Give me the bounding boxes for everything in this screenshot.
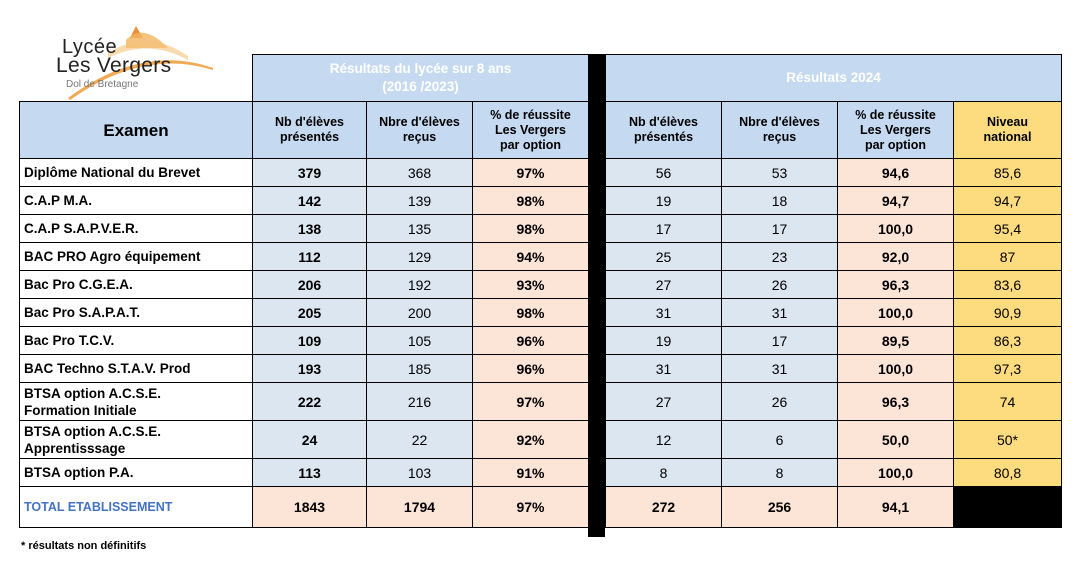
pct-reussite-8ans: 98%: [473, 187, 589, 215]
exam-label-line: BAC PRO Agro équipement: [24, 249, 201, 264]
exam-label-line: BTSA option A.C.S.E.: [24, 385, 161, 401]
table-row: [20, 215, 589, 243]
nb-presentes-8ans: 109: [253, 327, 367, 355]
pct-reussite-8ans: 98%: [473, 299, 589, 327]
table-row: [606, 215, 1062, 243]
nb-presentes-8ans: 206: [253, 271, 367, 299]
pct-reussite-8ans: 98%: [473, 215, 589, 243]
table-row: [20, 243, 589, 271]
nb-recus-2024: 8: [722, 459, 838, 487]
table-row: [606, 271, 1062, 299]
pct-reussite-8ans: 97%: [473, 159, 589, 187]
nb-recus-2024: 26: [722, 271, 838, 299]
table-row: [606, 383, 1062, 421]
niveau-national: 94,7: [954, 187, 1062, 215]
table-row: [20, 355, 589, 383]
header-text: Nbre d'élèves: [379, 115, 460, 129]
table-row: [606, 187, 1062, 215]
exam-label-line: Bac Pro T.C.V.: [24, 333, 115, 348]
header-text: Nb d'élèves: [629, 115, 698, 129]
nb-recus-8ans: 129: [367, 243, 473, 271]
header-pct-reussite-2024: [838, 102, 954, 159]
nb-recus-2024: 18: [722, 187, 838, 215]
exam-label-line: Bac Pro C.G.E.A.: [24, 277, 133, 292]
exam-name: [20, 355, 253, 383]
nb-recus-8ans: 139: [367, 187, 473, 215]
total-nb-presentes-8ans: 1843: [253, 487, 367, 528]
pct-reussite-2024: 89,5: [838, 327, 954, 355]
table-separator: [588, 54, 605, 537]
niveau-national: 83,6: [954, 271, 1062, 299]
niveau-national: 50*: [954, 421, 1062, 459]
nb-recus-2024: 31: [722, 299, 838, 327]
niveau-national: 90,9: [954, 299, 1062, 327]
logo-line-2: Les Vergers: [56, 54, 172, 77]
total-row: [606, 487, 1062, 528]
total-nb-recus-2024: 256: [722, 487, 838, 528]
table-row: [606, 459, 1062, 487]
nb-recus-8ans: 103: [367, 459, 473, 487]
table-row: [20, 383, 589, 421]
pct-reussite-8ans: 94%: [473, 243, 589, 271]
exam-label-line: C.A.P M.A.: [24, 193, 93, 208]
header-text: Nb d'élèves: [275, 115, 344, 129]
nb-presentes-2024: 19: [606, 327, 722, 355]
exam-label-line: BTSA option A.C.S.E.: [24, 423, 161, 439]
header-text: reçus: [402, 130, 437, 144]
table-row: [20, 271, 589, 299]
nb-presentes-8ans: 24: [253, 421, 367, 459]
pct-reussite-2024: 100,0: [838, 299, 954, 327]
nb-presentes-8ans: 379: [253, 159, 367, 187]
nb-recus-8ans: 192: [367, 271, 473, 299]
exam-label-line: Formation Initiale: [24, 402, 137, 418]
total-row: [20, 487, 589, 528]
pct-reussite-2024: 100,0: [838, 355, 954, 383]
pct-reussite-8ans: 96%: [473, 327, 589, 355]
nb-recus-8ans: 22: [367, 421, 473, 459]
header-text: national: [983, 130, 1032, 144]
header-text: Nbre d'élèves: [739, 115, 820, 129]
pct-reussite-2024: 94,6: [838, 159, 954, 187]
nb-presentes-8ans: 142: [253, 187, 367, 215]
exam-label-line: BAC Techno S.T.A.V. Prod: [24, 361, 191, 376]
header-text: par option: [499, 137, 562, 152]
nb-presentes-2024: 17: [606, 215, 722, 243]
exam-name: [20, 299, 253, 327]
pct-reussite-8ans: 92%: [473, 421, 589, 459]
nb-presentes-2024: 27: [606, 271, 722, 299]
exam-name: [20, 215, 253, 243]
nb-presentes-8ans: 113: [253, 459, 367, 487]
exam-label-line: BTSA option P.A.: [24, 465, 134, 480]
header-text: reçus: [762, 130, 797, 144]
nb-recus-2024: 17: [722, 215, 838, 243]
left-title-line-1: Résultats du lycée sur 8 ans: [329, 61, 512, 76]
nb-presentes-2024: 56: [606, 159, 722, 187]
total-nb-recus-8ans: 1794: [367, 487, 473, 528]
pct-reussite-8ans: 97%: [473, 383, 589, 421]
pct-reussite-2024: 96,3: [838, 271, 954, 299]
pct-reussite-2024: 92,0: [838, 243, 954, 271]
nb-presentes-2024: 19: [606, 187, 722, 215]
pct-reussite-2024: 100,0: [838, 215, 954, 243]
header-nb-recus-8ans: [367, 102, 473, 159]
right-title: Résultats 2024: [606, 55, 1062, 102]
left-title-line-2: (2016 /2023): [382, 79, 459, 94]
nb-recus-2024: 53: [722, 159, 838, 187]
nb-recus-2024: 6: [722, 421, 838, 459]
table-row: [606, 355, 1062, 383]
exam-name: [20, 271, 253, 299]
blank-corner: [20, 55, 253, 102]
logo-line-3: Dol de Bretagne: [66, 79, 139, 90]
table-row: [606, 421, 1062, 459]
pct-reussite-8ans: 96%: [473, 355, 589, 383]
header-text: Les Vergers: [495, 122, 566, 137]
niveau-national: 80,8: [954, 459, 1062, 487]
exam-name: [20, 459, 253, 487]
header-niveau-national: [954, 102, 1062, 159]
exam-name: [20, 159, 253, 187]
nb-recus-8ans: 135: [367, 215, 473, 243]
footnote: * résultats non définitifs: [21, 540, 147, 552]
nb-recus-2024: 31: [722, 355, 838, 383]
table-row: [606, 159, 1062, 187]
header-text: Niveau: [987, 115, 1028, 129]
exam-label-line: Bac Pro S.A.P.A.T.: [24, 305, 141, 320]
header-text: Les Vergers: [860, 122, 931, 137]
header-nb-presentes-8ans: [253, 102, 367, 159]
niveau-national: 95,4: [954, 215, 1062, 243]
pct-reussite-2024: 96,3: [838, 383, 954, 421]
total-label: TOTAL ETABLISSEMENT: [20, 487, 253, 528]
nb-recus-2024: 17: [722, 327, 838, 355]
table-row: [20, 459, 589, 487]
header-text: % de réussite: [855, 107, 936, 122]
niveau-national: 87: [954, 243, 1062, 271]
total-nb-presentes-2024: 272: [606, 487, 722, 528]
table-row: [20, 187, 589, 215]
nb-presentes-8ans: 138: [253, 215, 367, 243]
exam-name: [20, 243, 253, 271]
exam-label-line: Apprentisssage: [24, 440, 126, 456]
niveau-national: 86,3: [954, 327, 1062, 355]
niveau-national: 97,3: [954, 355, 1062, 383]
exam-name: [20, 187, 253, 215]
results-8-years-table: [19, 54, 589, 528]
exam-name: [20, 383, 253, 421]
pct-reussite-2024: 100,0: [838, 459, 954, 487]
header-examen: Examen: [20, 102, 253, 159]
exam-label-line: Diplôme National du Brevet: [24, 165, 201, 180]
nb-presentes-2024: 27: [606, 383, 722, 421]
nb-presentes-8ans: 222: [253, 383, 367, 421]
exam-label-line: C.A.P S.A.P.V.E.R.: [24, 221, 139, 236]
header-text: présentés: [633, 130, 694, 144]
total-national-empty: [954, 487, 1062, 528]
nb-recus-8ans: 200: [367, 299, 473, 327]
results-2024-table: [605, 54, 1062, 528]
header-nb-recus-2024: [722, 102, 838, 159]
pct-reussite-2024: 50,0: [838, 421, 954, 459]
nb-presentes-8ans: 112: [253, 243, 367, 271]
table-row: [606, 243, 1062, 271]
nb-presentes-2024: 31: [606, 355, 722, 383]
nb-recus-8ans: 216: [367, 383, 473, 421]
nb-recus-8ans: 185: [367, 355, 473, 383]
header-text: par option: [864, 137, 927, 152]
total-pct-8ans: 97%: [473, 487, 589, 528]
exam-name: [20, 421, 253, 459]
nb-presentes-2024: 31: [606, 299, 722, 327]
niveau-national: 85,6: [954, 159, 1062, 187]
nb-presentes-2024: 8: [606, 459, 722, 487]
nb-presentes-2024: 12: [606, 421, 722, 459]
niveau-national: 74: [954, 383, 1062, 421]
nb-recus-8ans: 368: [367, 159, 473, 187]
pct-reussite-8ans: 93%: [473, 271, 589, 299]
table-row: [20, 159, 589, 187]
table-row: [606, 327, 1062, 355]
nb-recus-2024: 23: [722, 243, 838, 271]
header-nb-presentes-2024: [606, 102, 722, 159]
table-row: [20, 327, 589, 355]
exam-name: [20, 327, 253, 355]
left-title: [253, 55, 589, 102]
header-text: % de réussite: [490, 107, 571, 122]
table-row: [606, 299, 1062, 327]
header-pct-reussite-8ans: [473, 102, 589, 159]
pct-reussite-2024: 94,7: [838, 187, 954, 215]
nb-recus-8ans: 105: [367, 327, 473, 355]
header-text: présentés: [279, 130, 340, 144]
nb-presentes-2024: 25: [606, 243, 722, 271]
total-pct-2024: 94,1: [838, 487, 954, 528]
nb-presentes-8ans: 205: [253, 299, 367, 327]
table-row: [20, 299, 589, 327]
table-row: [20, 421, 589, 459]
nb-recus-2024: 26: [722, 383, 838, 421]
nb-presentes-8ans: 193: [253, 355, 367, 383]
pct-reussite-8ans: 91%: [473, 459, 589, 487]
logo-line-1: Lycée: [62, 36, 118, 58]
